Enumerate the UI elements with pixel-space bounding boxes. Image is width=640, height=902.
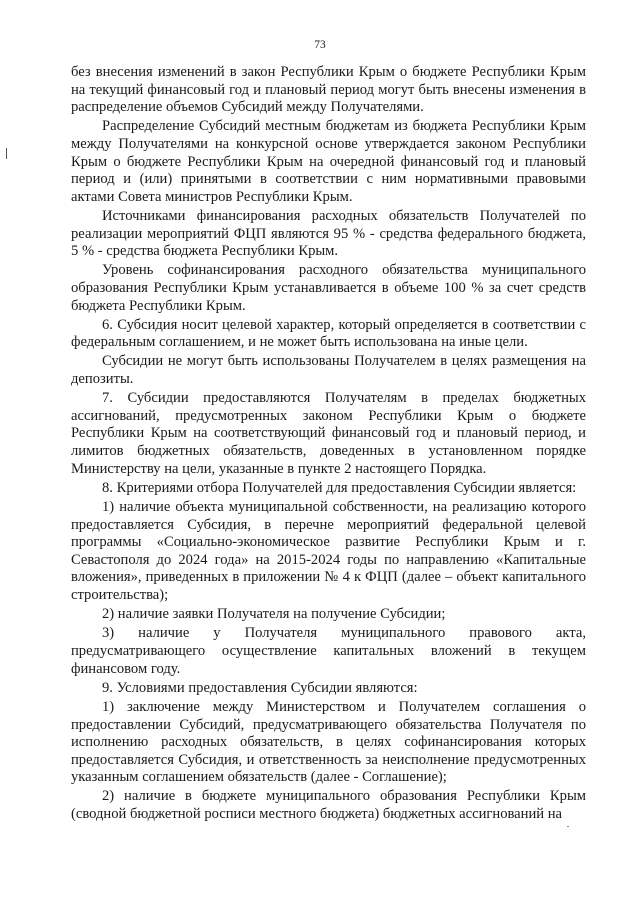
paragraph-subsidy-distribution: Распределение Субсидий местным бюджетам из бюджета Республики Крым между Получателями на конкурсной основе утверждается законом Республики Крым о бюджете Республики Крым на очередной финансовый год и плановый период и (или) принятыми в соответствии с ним нормативными правовыми актами Совета министров Республики Крым. [71, 118, 586, 205]
paragraph-item-8-2: 2) наличие заявки Получателя на получение Субсидии; [102, 606, 446, 623]
paragraph-item-8-1: 1) наличие объекта муниципальной собственности, на реализацию которого предоставляется Субсидия, в перечне мероприятий федеральной целевой программы «Социально-экономическое развитие Республики Крым и г. Севастополя до 2024 года» на 2015-2024 годы по направлению «Капитальные вложения», приведенных в приложении № 4 к ФЦП (далее – объект капитального строительства); [71, 499, 586, 603]
paragraph-item-7: 7. Субсидии предоставляются Получателям в пределах бюджетных ассигнований, предусмотренных законом Республики Крым о бюджете Республики Крым на соответствующий финансовый год и плановый период, и лимитов бюджетных обязательств, доведенных в установленном порядке Министерству на цели, указанные в пункте 2 настоящего Порядка. [71, 390, 586, 477]
scan-speck [567, 826, 569, 827]
paragraph-cofinancing-level: Уровень софинансирования расходного обязательства муниципального образования Республики Крым устанавливается в объеме 100 % за счет средств бюджета Республики Крым. [71, 262, 586, 314]
paragraph-item-9-1: 1) заключение между Министерством и Получателем соглашения о предоставлении Субсидий, предусматривающего обязательства Получателя по исполнению расходных обязательств, в целях софинансирования которых предоставляется Субсидия, и ответственность за неисполнение предусмотренных указанным соглашением обязательств (далее - Соглашение); [71, 698, 586, 786]
paragraph-deposits: Субсидии не могут быть использованы Получателем в целях размещения на депозиты. [71, 353, 586, 388]
page-number: 73 [314, 39, 326, 51]
document-body [71, 64, 586, 824]
margin-scan-mark [6, 148, 7, 159]
paragraph-item-8-3: 3) наличие у Получателя муниципального правового акта, предусматривающего осуществление капитальных вложений в текущем финансовом году. [71, 625, 586, 677]
paragraph-item-9-2: 2) наличие в бюджете муниципального образования Республики Крым (сводной бюджетной росписи местного бюджета) бюджетных ассигнований на [71, 788, 586, 823]
paragraph-continuation: без внесения изменений в закон Республики Крым о бюджете Республики Крым на текущий финансовый год и плановый период могут быть внесены изменения в распределение объемов Субсидий между Получателями. [71, 64, 586, 116]
paragraph-item-6: 6. Субсидия носит целевой характер, который определяется в соответствии с федеральным соглашением, и не может быть использована на иные цели. [71, 316, 586, 351]
paragraph-item-9: 9. Условиями предоставления Субсидии являются: [102, 679, 418, 696]
paragraph-item-8: 8. Критериями отбора Получателей для предоставления Субсидии является: [102, 479, 577, 496]
paragraph-financing-sources: Источниками финансирования расходных обязательств Получателей по реализации мероприятий ФЦП являются 95 % - средства федерального бюджета, 5 % - средства бюджета Республики Крым. [71, 207, 586, 260]
